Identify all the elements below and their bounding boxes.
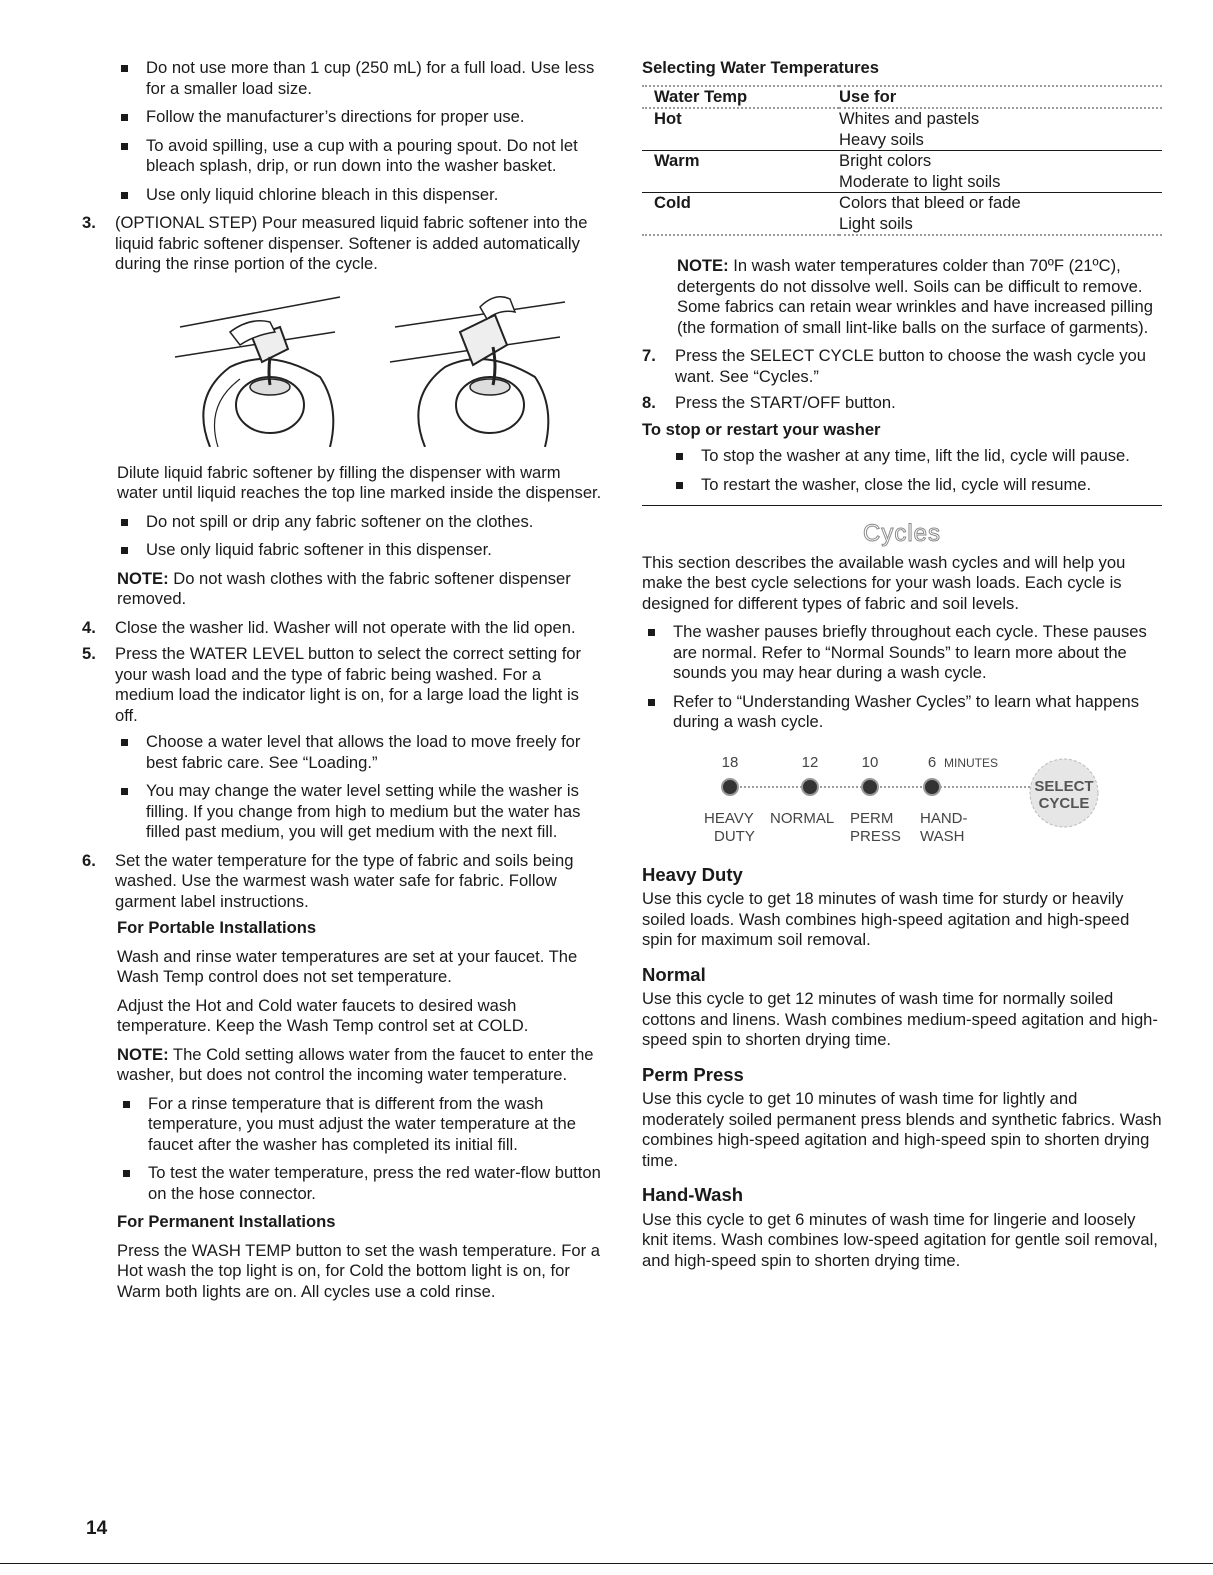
use-line: Heavy soils (839, 129, 924, 149)
cycle-selector-panel (642, 741, 1162, 851)
table-header-cell: Use for (839, 86, 1162, 109)
table-row (642, 108, 1162, 151)
water-level-bullet: Choose a water level that allows the load to move freely for best fabric care. See “Loading.” (115, 732, 602, 773)
minutes-label: 12 (801, 753, 819, 771)
portable-paragraph: Wash and rinse water temperatures are set at your faucet. The Wash Temp control does not set temperature. (117, 946, 578, 986)
cycles-intro: This section describes the available wash cycles and will help you make the best cycle selections for your wash loads. Each cycle is designed for different types of fabric and soil levels. (642, 552, 1126, 613)
page-bottom-rule (0, 1563, 1213, 1564)
cycle-label: PRESS (850, 827, 901, 845)
temperature-note (677, 256, 1162, 338)
cycle-label: WASH (920, 827, 965, 845)
select-cycle-label: CYCLE (1038, 794, 1090, 812)
note-label: NOTE: (117, 1044, 169, 1064)
step-5 (82, 644, 602, 726)
cycles-title: Cycles (862, 520, 941, 547)
cycle-description: Use this cycle to get 6 minutes of wash time for lingerie and loosely knit items. Wash combines low-speed agitation for gentle soil removal, and high-speed spin to shorten drying time. (642, 1209, 1158, 1270)
table-row (642, 151, 1162, 193)
step-number: 6. (82, 850, 96, 870)
step-text: Press the SELECT CYCLE button to choose the wash cycle you want. See “Cycles.” (675, 346, 1147, 386)
bleach-bullet: To avoid spilling, use a cup with a pouring spout. Do not let bleach splash, drip, or run down into the washer basket. (115, 136, 602, 177)
cycle-description: Use this cycle to get 18 minutes of wash time for sturdy or heavily soiled loads. Wash combines high-speed agitation and high-speed spin for maximum soil removal. (642, 889, 1130, 949)
step-number: 3. (82, 213, 96, 232)
step-text: (OPTIONAL STEP) Pour measured liquid fabric softener into the liquid fabric softener dispenser. Softener is added automatically during the rinse portion of the cycle. (115, 213, 588, 273)
step-7 (642, 346, 1162, 387)
cycle-label: NORMAL (770, 809, 835, 827)
select-cycle-button[interactable] (1030, 759, 1098, 827)
perm-press-indicator-icon (862, 779, 878, 795)
page-number: 14 (86, 1518, 108, 1539)
note-text: Do not wash clothes with the fabric softener dispenser removed. (117, 568, 571, 608)
portable-note (117, 1045, 602, 1086)
step-4 (82, 618, 602, 639)
temp-cell: Warm (642, 151, 839, 193)
cycle-label: DUTY (714, 827, 755, 845)
step-text: Close the washer lid. Washer will not operate with the lid open. (115, 617, 576, 637)
cycle-title-hand-wash: Hand-Wash (642, 1184, 744, 1205)
permanent-heading: For Permanent Installations (117, 1212, 336, 1231)
bleach-bullet: Follow the manufacturer’s directions for proper use. (115, 107, 602, 128)
right-column (642, 58, 1162, 1279)
section-divider (642, 505, 1162, 506)
note-label: NOTE: (117, 568, 169, 588)
minutes-label: 10 (861, 753, 879, 771)
step-number: 5. (82, 644, 96, 663)
pour-cup-illustration-right (385, 287, 575, 447)
dilute-text: Dilute liquid fabric softener by filling the dispenser with warm water until liquid reaches the top line marked inside the dispenser. (117, 462, 602, 502)
cycle-description: Use this cycle to get 12 minutes of wash time for normally soiled cottons and linens. Wash combines medium-speed agitation and high-speed spin to shorten drying time. (642, 989, 1158, 1049)
cycle-title-heavy-duty: Heavy Duty (642, 863, 743, 885)
portable-bullet: For a rinse temperature that is different from the wash temperature, you must adjust the water temperature at the faucet after the washer has completed its initial fill. (117, 1094, 602, 1156)
softener-note (117, 569, 602, 610)
step-number: 7. (642, 346, 656, 365)
softener-illustration (115, 287, 602, 449)
left-column (82, 58, 602, 1310)
stop-bullet: To stop the washer at any time, lift the lid, cycle will pause. (670, 446, 1162, 467)
use-line: Colors that bleed or fade (839, 193, 1021, 212)
use-line: Light soils (839, 213, 913, 233)
temps-heading: Selecting Water Temperatures (642, 58, 879, 77)
cycle-label: HEAVY (704, 809, 754, 827)
softener-bullet: Do not spill or drip any fabric softener on the clothes. (115, 512, 602, 533)
water-level-bullet: You may change the water level setting while the washer is filling. If you change from high to medium but the water has filled past medium, you will get medium with the next fill. (115, 781, 602, 843)
cycle-panel-graphic (642, 741, 1162, 851)
cycle-label: PERM (850, 809, 894, 827)
temp-cell: Cold (642, 193, 839, 236)
step-text: Press the START/OFF button. (675, 393, 896, 412)
step-number: 8. (642, 393, 656, 412)
heavy-duty-indicator-icon (722, 779, 738, 795)
use-line: Bright colors (839, 151, 932, 170)
portable-paragraph: Adjust the Hot and Cold water faucets to desired wash temperature. Keep the Wash Temp control set at COLD. (117, 995, 529, 1035)
minutes-unit: MINUTES (944, 755, 998, 770)
cycle-title-normal: Normal (642, 963, 706, 985)
table-row (642, 193, 1162, 236)
cycle-label: HAND- (920, 809, 968, 827)
step-8 (642, 393, 1162, 414)
table-header-row (642, 86, 1162, 109)
table-bottom-rule (642, 235, 1162, 246)
softener-bullet: Use only liquid fabric softener in this dispenser. (115, 540, 602, 561)
step-3 (82, 213, 602, 275)
normal-indicator-icon (802, 779, 818, 795)
step-6 (82, 851, 602, 913)
step-text: Set the water temperature for the type of fabric and soils being washed. Use the warmest wash water safe for fabric. Follow garment label instructions. (115, 850, 574, 911)
select-cycle-label: SELECT (1034, 777, 1094, 795)
note-label: NOTE: (677, 256, 729, 275)
bleach-bullet: Do not use more than 1 cup (250 mL) for a full load. Use less for a smaller load size. (115, 58, 602, 99)
use-line: Moderate to light soils (839, 171, 1001, 191)
portable-heading: For Portable Installations (117, 918, 317, 937)
step-number: 4. (82, 617, 96, 637)
stop-heading: To stop or restart your washer (642, 419, 881, 439)
use-cell (839, 193, 1162, 236)
use-cell (839, 108, 1162, 151)
note-text: The Cold setting allows water from the faucet to enter the washer, but does not control the incoming water temperature. (117, 1044, 594, 1084)
use-cell (839, 151, 1162, 193)
temp-cell: Hot (642, 108, 839, 151)
stop-bullet: To restart the washer, close the lid, cycle will resume. (670, 475, 1162, 496)
hand-wash-indicator-icon (924, 779, 940, 795)
permanent-paragraph: Press the WASH TEMP button to set the wash temperature. For a Hot wash the top light is on, for Cold the bottom light is on, for Warm both lights are on. All cycles use a cold rinse. (117, 1240, 600, 1301)
step-text: Press the WATER LEVEL button to select the correct setting for your wash load and the type of fabric being washed. For a medium load the indicator light is on, for a large load the light is off. (115, 644, 582, 725)
minutes-label: 18 (721, 753, 739, 771)
table-header-cell: Water Temp (642, 86, 839, 109)
use-line: Whites and pastels (839, 109, 980, 128)
pour-cup-illustration-left (170, 287, 360, 447)
water-temp-table (642, 85, 1162, 247)
cycle-title-perm-press: Perm Press (642, 1063, 744, 1085)
cycle-description: Use this cycle to get 10 minutes of wash time for lightly and moderately soiled permanent press blends and synthetic fabrics. Wash combines high-speed agitation and high-speed spin to shorten drying time. (642, 1089, 1162, 1170)
cycles-bullet: Refer to “Understanding Washer Cycles” to learn what happens during a wash cycle. (642, 692, 1162, 733)
note-text: In wash water temperatures colder than 70ºF (21ºC), detergents do not dissolve well. Soils can be difficult to remove. Some fabrics can retain wear wrinkles and have increased pilling (the formation of small lint-like balls on the surface of garments). (677, 256, 1153, 337)
minutes-label: 6 (927, 753, 937, 771)
cycles-bullet: The washer pauses briefly throughout each cycle. These pauses are normal. Refer to “Normal Sounds” to learn more about the sounds you may hear during a wash cycle. (642, 622, 1162, 684)
portable-bullet: To test the water temperature, press the red water-flow button on the hose connector. (117, 1163, 602, 1204)
bleach-bullet: Use only liquid chlorine bleach in this dispenser. (115, 185, 602, 206)
